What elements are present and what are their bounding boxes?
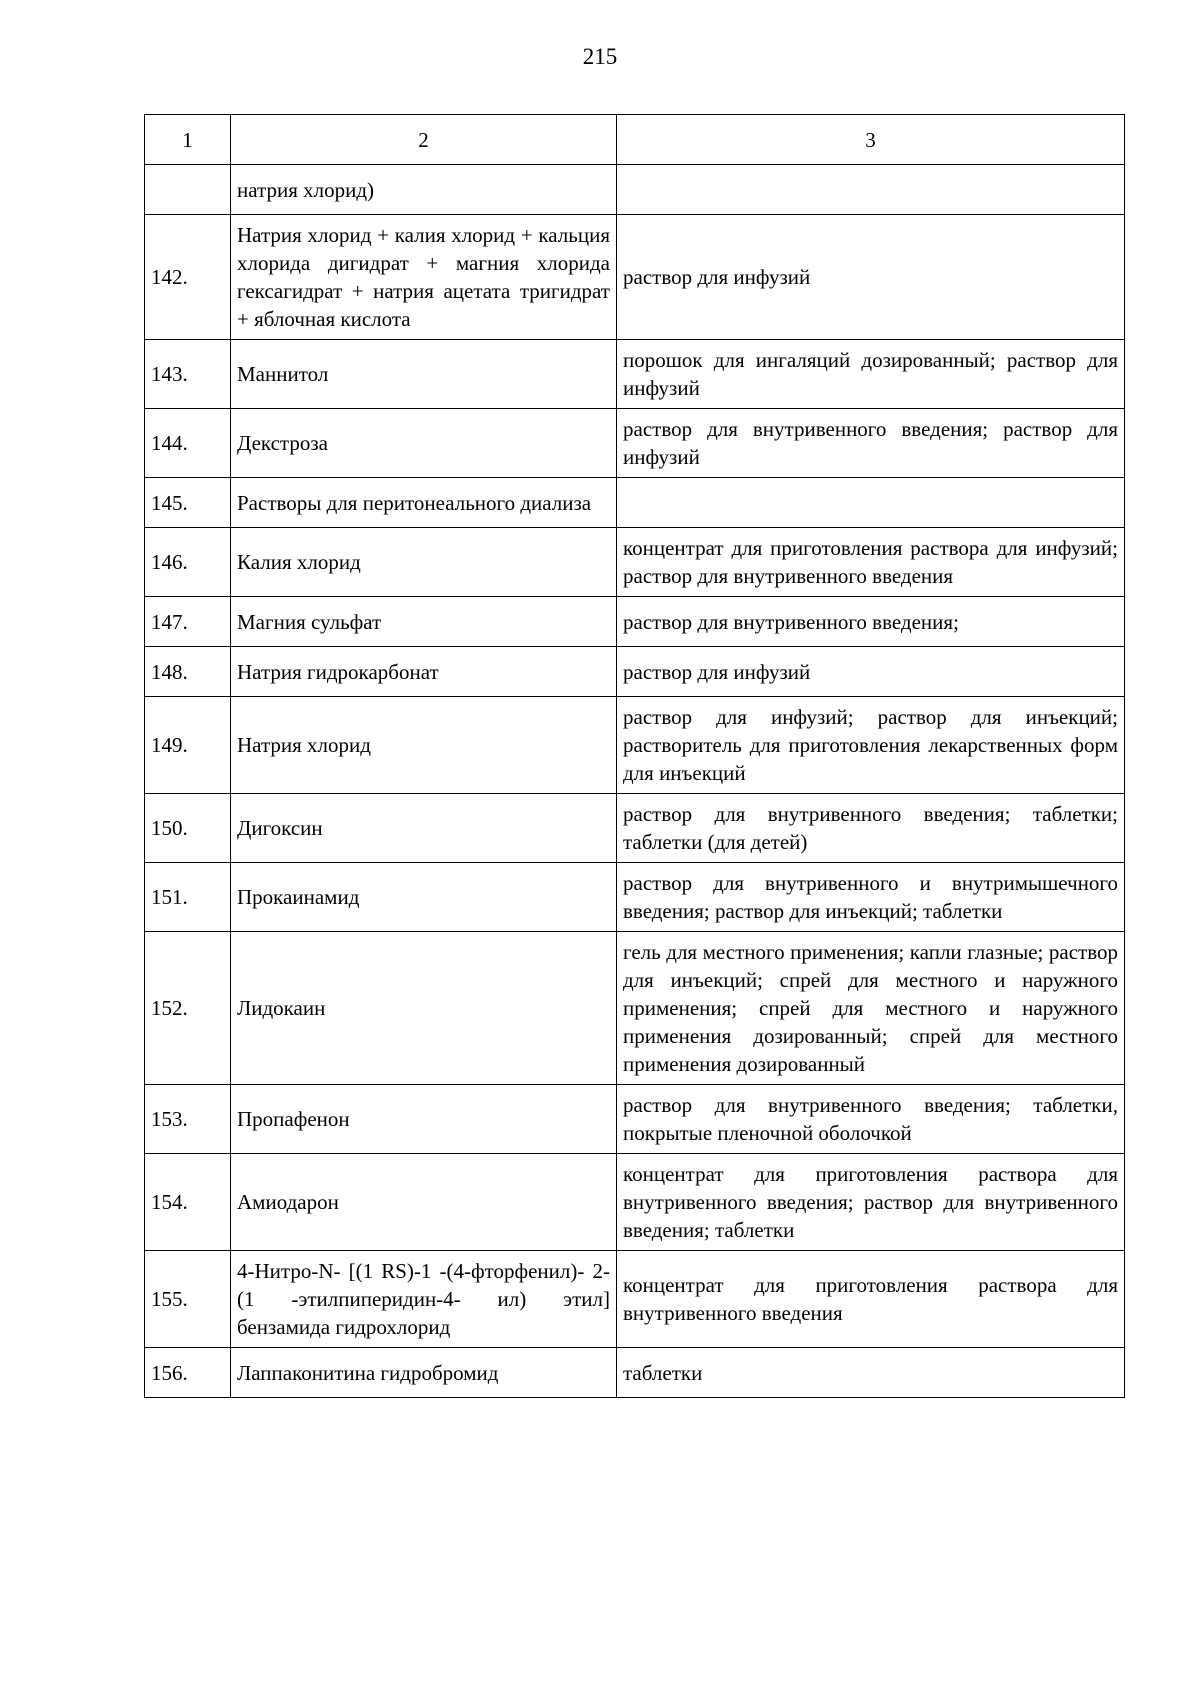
row-number: 144. bbox=[145, 409, 231, 478]
drug-name: Амиодарон bbox=[231, 1154, 617, 1251]
table-row bbox=[145, 597, 1125, 647]
dosage-form: концентрат для приготовления раствора для инфузий; раствор для внутривенного введения bbox=[617, 528, 1125, 597]
drug-name: Лаппаконитина гидробромид bbox=[231, 1348, 617, 1398]
dosage-form bbox=[617, 165, 1125, 215]
table-row bbox=[145, 863, 1125, 932]
dosage-form bbox=[617, 478, 1125, 528]
dosage-form: раствор для внутривенного введения; таблетки, покрытые пленочной оболочкой bbox=[617, 1085, 1125, 1154]
dosage-form: гель для местного применения; капли глазные; раствор для инъекций; спрей для местного и наружного применения; спрей для местного и наружного применения дозированный; спрей для местного применения дозированный bbox=[617, 932, 1125, 1085]
table-row bbox=[145, 1085, 1125, 1154]
row-number: 156. bbox=[145, 1348, 231, 1398]
row-number: 151. bbox=[145, 863, 231, 932]
row-number: 150. bbox=[145, 794, 231, 863]
table-row bbox=[145, 1348, 1125, 1398]
drug-name: Декстроза bbox=[231, 409, 617, 478]
column-header-2: 2 bbox=[231, 115, 617, 165]
row-number: 152. bbox=[145, 932, 231, 1085]
table-row bbox=[145, 647, 1125, 697]
dosage-form: концентрат для приготовления раствора для внутривенного введения bbox=[617, 1251, 1125, 1348]
page-number: 215 bbox=[582, 44, 618, 69]
table-row bbox=[145, 932, 1125, 1085]
table-row bbox=[145, 528, 1125, 597]
dosage-form: раствор для внутривенного введения; раствор для инфузий bbox=[617, 409, 1125, 478]
drug-name: Прокаинамид bbox=[231, 863, 617, 932]
header-row bbox=[145, 115, 1125, 165]
drug-name: Маннитол bbox=[231, 340, 617, 409]
dosage-form: раствор для внутривенного и внутримышечного введения; раствор для инъекций; таблетки bbox=[617, 863, 1125, 932]
row-number: 147. bbox=[145, 597, 231, 647]
drug-name: 4-Нитро-N- [(1 RS)-1 -(4-фторфенил)- 2-(1 -этилпиперидин-4- ил) этил] бензамида гидрохлорид bbox=[231, 1251, 617, 1348]
row-number: 146. bbox=[145, 528, 231, 597]
row-number: 145. bbox=[145, 478, 231, 528]
table-row bbox=[145, 409, 1125, 478]
column-header-3: 3 bbox=[617, 115, 1125, 165]
drug-name: Натрия хлорид + калия хлорид + кальция хлорида дигидрат + магния хлорида гексагидрат + натрия ацетата тригидрат + яблочная кислота bbox=[231, 215, 617, 340]
drug-list-table bbox=[144, 114, 1125, 1398]
row-number: 154. bbox=[145, 1154, 231, 1251]
column-header-1: 1 bbox=[145, 115, 231, 165]
dosage-form: таблетки bbox=[617, 1348, 1125, 1398]
table-row bbox=[145, 340, 1125, 409]
dosage-form: раствор для инфузий bbox=[617, 647, 1125, 697]
dosage-form: раствор для внутривенного введения; таблетки; таблетки (для детей) bbox=[617, 794, 1125, 863]
drug-name: Дигоксин bbox=[231, 794, 617, 863]
drug-name: натрия хлорид) bbox=[231, 165, 617, 215]
row-number: 153. bbox=[145, 1085, 231, 1154]
drug-name: Пропафенон bbox=[231, 1085, 617, 1154]
table-row bbox=[145, 1154, 1125, 1251]
row-number: 143. bbox=[145, 340, 231, 409]
table-row bbox=[145, 478, 1125, 528]
row-number: 155. bbox=[145, 1251, 231, 1348]
table-row bbox=[145, 165, 1125, 215]
drug-name: Калия хлорид bbox=[231, 528, 617, 597]
dosage-form: раствор для инфузий bbox=[617, 215, 1125, 340]
drug-name: Растворы для перитонеального диализа bbox=[231, 478, 617, 528]
table-row bbox=[145, 1251, 1125, 1348]
row-number: 148. bbox=[145, 647, 231, 697]
row-number: 142. bbox=[145, 215, 231, 340]
dosage-form: раствор для внутривенного введения; bbox=[617, 597, 1125, 647]
dosage-form: раствор для инфузий; раствор для инъекций; растворитель для приготовления лекарственных форм для инъекций bbox=[617, 697, 1125, 794]
row-number: 149. bbox=[145, 697, 231, 794]
drug-name: Лидокаин bbox=[231, 932, 617, 1085]
drug-name: Натрия гидрокарбонат bbox=[231, 647, 617, 697]
dosage-form: концентрат для приготовления раствора для внутривенного введения; раствор для внутривенного введения; таблетки bbox=[617, 1154, 1125, 1251]
table-row bbox=[145, 215, 1125, 340]
drug-name: Магния сульфат bbox=[231, 597, 617, 647]
row-number bbox=[145, 165, 231, 215]
table-row bbox=[145, 794, 1125, 863]
table-row bbox=[145, 697, 1125, 794]
drug-name: Натрия хлорид bbox=[231, 697, 617, 794]
dosage-form: порошок для ингаляций дозированный; раствор для инфузий bbox=[617, 340, 1125, 409]
